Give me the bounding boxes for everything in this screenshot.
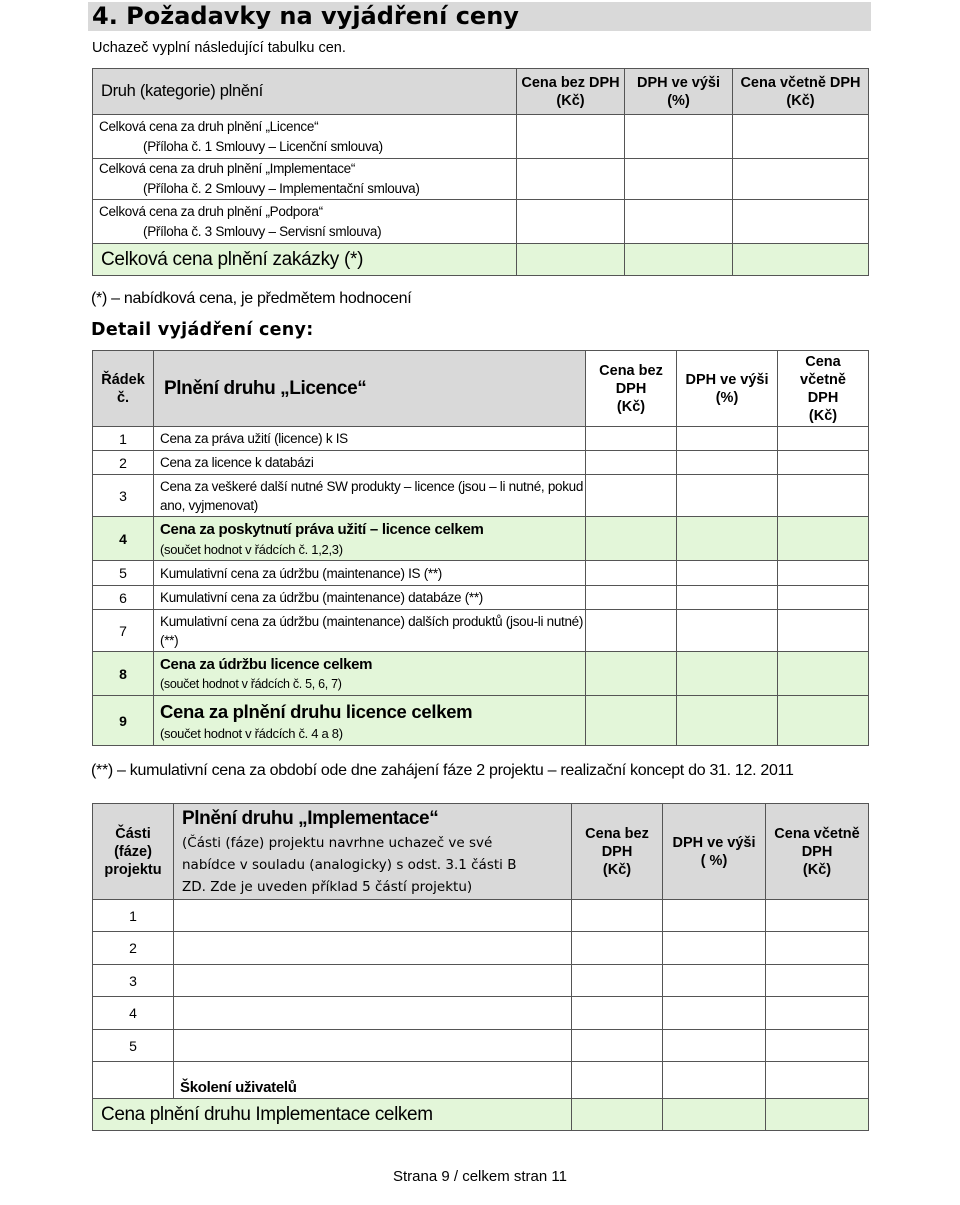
input-cell[interactable] <box>174 965 572 997</box>
implementation-table <box>92 803 869 1131</box>
header-implementation-title: Plnění druhu „Implementace“ <box>182 808 439 829</box>
header-price-no-vat: Cena bez DPH (Kč) <box>517 69 625 115</box>
total-sub: (součet hodnot v řádcích č. 4 a 8) <box>160 725 343 741</box>
row-line1: Celková cena za druh plnění „Implementace“ <box>99 161 356 176</box>
note-maintenance: (**) – kumulativní cena za období ode dne zahájení fáze 2 projektu – realizační koncept do 31. 12. 2011 <box>91 762 794 779</box>
row-number: 4 <box>93 997 174 1030</box>
table-row: Cena za veškeré další nutné SW produkty – licence (jsou – li nutné, pokud ano, vyjmenovat) <box>154 475 586 517</box>
header-implementation-desc: (Části (fáze) projektu navrhne uchazeč ve své nabídce v souladu (analogicky) s odst. 3.1 části B ZD. Zde je uveden příklad 5 částí projektu) <box>182 835 517 895</box>
header-implementation <box>174 804 572 900</box>
detail-heading: Detail vyjádření ceny: <box>91 320 314 340</box>
header-vat: DPH ve výši (%) <box>625 69 733 115</box>
input-cell[interactable] <box>586 696 677 746</box>
input-cell[interactable] <box>663 1099 766 1131</box>
page-footer: Strana 9 / celkem stran 11 <box>393 1168 567 1185</box>
note-evaluation: (*) – nabídková cena, je předmětem hodnocení <box>91 290 412 307</box>
row-number: 8 <box>93 652 154 696</box>
input-cell[interactable] <box>677 451 778 475</box>
row-line1: Celková cena za druh plnění „Licence“ <box>99 118 319 134</box>
row-number: 6 <box>93 586 154 610</box>
subtotal-row <box>154 652 586 696</box>
input-cell[interactable] <box>677 561 778 586</box>
input-cell[interactable] <box>625 244 733 276</box>
input-cell[interactable] <box>766 997 869 1030</box>
row-number: 3 <box>93 965 174 997</box>
input-cell[interactable] <box>625 115 733 159</box>
header-category <box>93 69 517 115</box>
input-cell[interactable] <box>572 1099 663 1131</box>
table-row <box>93 200 517 244</box>
input-cell[interactable] <box>677 652 778 696</box>
row-number: 2 <box>93 932 174 965</box>
row-number: 9 <box>93 696 154 746</box>
input-cell[interactable] <box>572 965 663 997</box>
input-cell[interactable] <box>586 610 677 652</box>
input-cell[interactable] <box>778 451 869 475</box>
input-cell[interactable] <box>766 965 869 997</box>
input-cell[interactable] <box>677 475 778 517</box>
header-vat: DPH ve výši ( %) <box>663 804 766 900</box>
header-price-no-vat: Cena bez DPH (Kč) <box>572 804 663 900</box>
input-cell[interactable] <box>663 1062 766 1099</box>
table-row: Kumulativní cena za údržbu (maintenance) IS (**) <box>154 561 586 586</box>
table-row: Kumulativní cena za údržbu (maintenance) databáze (**) <box>154 586 586 610</box>
intro-text: Uchazeč vyplní následující tabulku cen. <box>92 40 346 56</box>
input-cell[interactable] <box>586 652 677 696</box>
subtotal-sub: (součet hodnot v řádcích č. 5, 6, 7) <box>160 677 342 691</box>
total-row <box>154 696 586 746</box>
input-cell[interactable] <box>778 427 869 451</box>
header-row-number: Řádek č. <box>93 351 154 427</box>
row-number: 1 <box>93 900 174 932</box>
input-cell[interactable] <box>572 1062 663 1099</box>
training-row: Školení uživatelů <box>174 1062 572 1099</box>
input-cell[interactable] <box>572 900 663 932</box>
header-project-parts: Části (fáze) projektu <box>93 804 174 900</box>
empty-cell <box>93 1062 174 1099</box>
price-summary-table <box>92 68 869 276</box>
input-cell[interactable] <box>625 200 733 244</box>
input-cell[interactable] <box>778 561 869 586</box>
header-price-with-vat: Cena včetně DPH (Kč) <box>733 69 869 115</box>
implementation-total-label: Cena plnění druhu Implementace celkem <box>93 1099 572 1131</box>
input-cell[interactable] <box>766 932 869 965</box>
subtotal-row <box>154 517 586 561</box>
input-cell[interactable] <box>174 997 572 1030</box>
table-row <box>93 115 517 159</box>
input-cell[interactable] <box>586 517 677 561</box>
input-cell[interactable] <box>733 159 869 200</box>
input-cell[interactable] <box>677 517 778 561</box>
input-cell[interactable] <box>625 159 733 200</box>
row-line2: (Příloha č. 1 Smlouvy – Licenční smlouva) <box>143 138 383 154</box>
row-line2: (Příloha č. 3 Smlouvy – Servisní smlouva) <box>143 223 382 239</box>
input-cell[interactable] <box>778 610 869 652</box>
input-cell[interactable] <box>663 932 766 965</box>
header-price-with-vat: Cena včetně DPH (Kč) <box>766 804 869 900</box>
licence-detail-table <box>92 350 869 746</box>
input-cell[interactable] <box>174 900 572 932</box>
input-cell[interactable] <box>766 1062 869 1099</box>
input-cell[interactable] <box>586 475 677 517</box>
input-cell[interactable] <box>174 932 572 965</box>
input-cell[interactable] <box>517 200 625 244</box>
row-number: 4 <box>93 517 154 561</box>
input-cell[interactable] <box>174 1030 572 1062</box>
section-heading: 4. Požadavky na vyjádření ceny <box>88 2 871 31</box>
input-cell[interactable] <box>677 586 778 610</box>
row-number: 5 <box>93 1030 174 1062</box>
input-cell[interactable] <box>586 586 677 610</box>
input-cell[interactable] <box>766 1099 869 1131</box>
input-cell[interactable] <box>517 115 625 159</box>
input-cell[interactable] <box>663 965 766 997</box>
input-cell[interactable] <box>517 244 625 276</box>
input-cell[interactable] <box>517 159 625 200</box>
total-row-label: Celková cena plnění zakázky (*) <box>93 244 517 276</box>
row-line2: (Příloha č. 2 Smlouvy – Implementační smlouva) <box>143 181 420 196</box>
input-cell[interactable] <box>586 451 677 475</box>
subtotal-title: Cena za poskytnutí práva užití – licence celkem <box>160 520 484 538</box>
input-cell[interactable] <box>766 1030 869 1062</box>
input-cell[interactable] <box>677 696 778 746</box>
input-cell[interactable] <box>572 1030 663 1062</box>
input-cell[interactable] <box>572 997 663 1030</box>
row-number: 5 <box>93 561 154 586</box>
input-cell[interactable] <box>778 696 869 746</box>
input-cell[interactable] <box>677 610 778 652</box>
header-price-with-vat: Cena včetně DPH (Kč) <box>778 351 869 427</box>
input-cell[interactable] <box>663 900 766 932</box>
table-row <box>93 159 517 200</box>
total-title: Cena za plnění druhu licence celkem <box>160 700 473 722</box>
input-cell[interactable] <box>586 561 677 586</box>
row-number: 3 <box>93 475 154 517</box>
subtotal-title: Cena za údržbu licence celkem <box>160 656 373 673</box>
table-row: Cena za práva užití (licence) k IS <box>154 427 586 451</box>
table-row: Cena za licence k databázi <box>154 451 586 475</box>
input-cell[interactable] <box>778 475 869 517</box>
subtotal-sub: (součet hodnot v řádcích č. 1,2,3) <box>160 541 343 557</box>
input-cell[interactable] <box>733 200 869 244</box>
row-number: 1 <box>93 427 154 451</box>
input-cell[interactable] <box>766 900 869 932</box>
row-number: 2 <box>93 451 154 475</box>
row-number: 7 <box>93 610 154 652</box>
table-row: Kumulativní cena za údržbu (maintenance) dalších produktů (jsou-li nutné) (**) <box>154 610 586 652</box>
input-cell[interactable] <box>572 932 663 965</box>
header-vat: DPH ve výši (%) <box>677 351 778 427</box>
input-cell[interactable] <box>778 586 869 610</box>
input-cell[interactable] <box>677 427 778 451</box>
header-category-label: Druh (kategorie) plnění <box>101 82 263 100</box>
header-price-no-vat: Cena bez DPH (Kč) <box>586 351 677 427</box>
row-line1: Celková cena za druh plnění „Podpora“ <box>99 203 323 219</box>
input-cell[interactable] <box>663 997 766 1030</box>
input-cell[interactable] <box>778 517 869 561</box>
header-licence-title: Plnění druhu „Licence“ <box>154 351 586 427</box>
input-cell[interactable] <box>663 1030 766 1062</box>
input-cell[interactable] <box>778 652 869 696</box>
input-cell[interactable] <box>586 427 677 451</box>
input-cell[interactable] <box>733 244 869 276</box>
input-cell[interactable] <box>733 115 869 159</box>
